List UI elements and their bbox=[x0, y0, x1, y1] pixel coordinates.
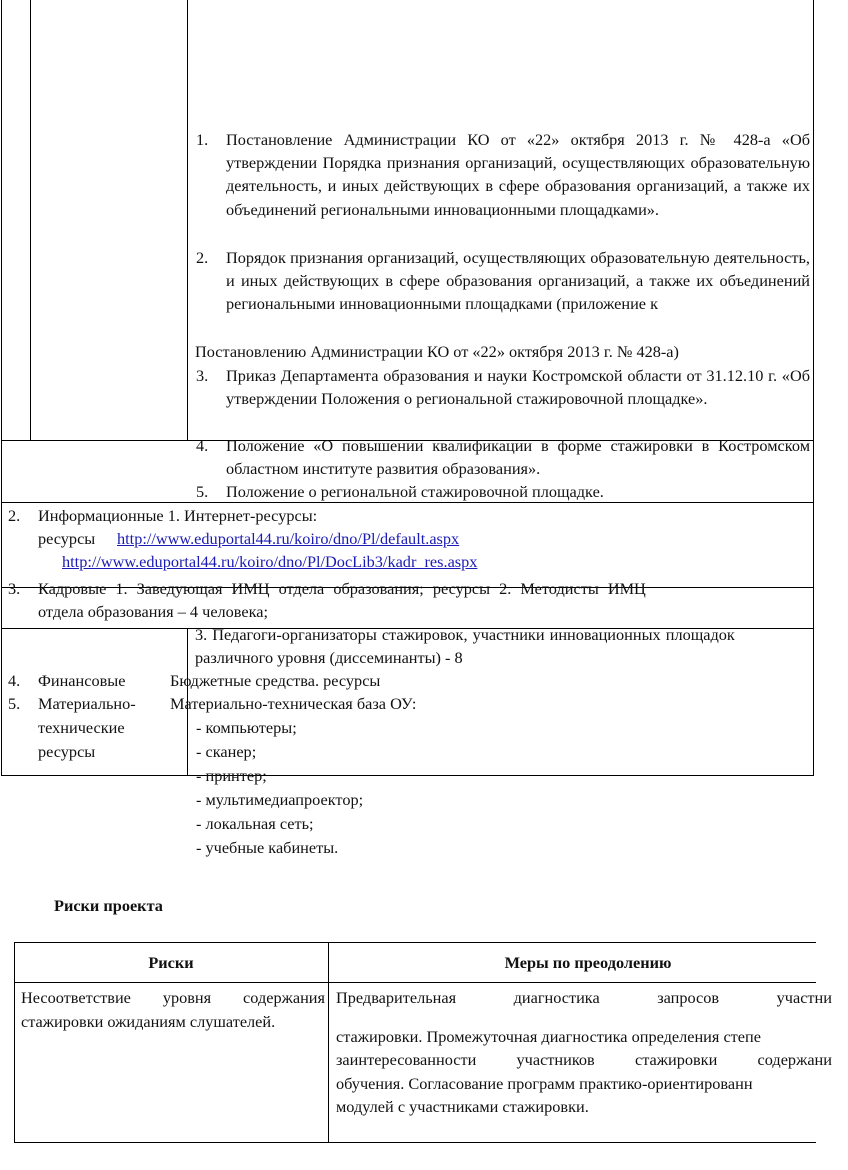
measure-word: участни bbox=[776, 988, 832, 1007]
staff-resources-line: различного уровня (диссеминанты) - 8 bbox=[195, 648, 463, 667]
material-item: - принтер; bbox=[196, 766, 267, 785]
row-number: 4. bbox=[8, 671, 21, 690]
risk-text-line: Несоответствие уровня содержания bbox=[21, 988, 325, 1007]
info-resources-label: ресурсы bbox=[38, 529, 96, 548]
list-item-number: 5. bbox=[196, 482, 209, 501]
risk-cell bbox=[21, 986, 325, 1033]
risk-text-line: стажировки ожиданиям слушателей. bbox=[21, 1011, 276, 1031]
material-label: Материально- bbox=[38, 694, 136, 713]
list-item: Приказ Департамента образования и науки Костромской области от 31.12.10 г. «Об утверждении Положения о региональной стажировочной площадке». bbox=[226, 366, 810, 409]
measure-word: запросов bbox=[657, 988, 720, 1007]
list-item: Порядок признания организаций, осуществляющих образовательную деятельность, и иных действующих в сфере образования организаций, а также их объединений региональными инновационными площадками (приложение к bbox=[226, 248, 810, 314]
table-header-divider bbox=[14, 982, 816, 983]
measure-text-line bbox=[336, 986, 832, 1010]
row-number: 3. bbox=[8, 579, 21, 598]
info-resources-line: Информационные 1. Интернет-ресурсы: bbox=[38, 506, 318, 525]
measure-word: Предварительная bbox=[336, 988, 457, 1007]
staff-resources-line: Кадровые 1. Заведующая ИМЦ отдела образования; ресурсы 2. Методисты ИМЦ bbox=[38, 579, 646, 598]
staff-resources-line: отдела образования – 4 человека; bbox=[38, 602, 269, 621]
financial-text: Бюджетные средства. ресурсы bbox=[170, 671, 381, 690]
table-border-left bbox=[1, 0, 2, 776]
table-border-right bbox=[813, 0, 814, 776]
list-item-number: 2. bbox=[196, 248, 209, 267]
material-heading: Материально-техническая база ОУ: bbox=[170, 694, 417, 713]
table-column-divider bbox=[187, 0, 188, 440]
table-border-top bbox=[14, 942, 816, 943]
measure-word: содержани bbox=[757, 1050, 832, 1069]
risks-section-title: Риски проекта bbox=[54, 896, 163, 915]
financial-label: Финансовые bbox=[38, 671, 126, 690]
measure-word: стажировки bbox=[634, 1050, 718, 1069]
measure-text-line: обучения. Согласование программ практико-ориентированн bbox=[336, 1073, 753, 1093]
measure-word: участников bbox=[516, 1050, 595, 1069]
measure-word: диагностика bbox=[513, 988, 600, 1007]
table-column-divider bbox=[30, 0, 31, 440]
list-item: Постановление Администрации КО от «22» октября 2013 г. № 428-а «Об утверждении Порядка признания организаций, осуществляющих образовательную деятельность, и иных действующих в сфере образования организаций, а также их объединений региональными инновационными площадками». bbox=[226, 130, 810, 219]
list-item-number: 4. bbox=[196, 436, 209, 455]
list-item: Положение о региональной стажировочной площадке. bbox=[226, 482, 604, 501]
staff-resources-line: 3. Педагоги-организаторы стажировок, участники инновационных площадок bbox=[195, 625, 735, 644]
measure-word: заинтересованности bbox=[336, 1050, 477, 1069]
material-label: ресурсы bbox=[38, 742, 96, 761]
measure-text-line bbox=[336, 1048, 832, 1072]
list-item: Положение «О повышении квалификации в форме стажировки в Костромском областном институте развития образования». bbox=[226, 436, 810, 479]
list-item-number: 1. bbox=[196, 130, 209, 149]
measure-cell bbox=[336, 986, 832, 1119]
table-border-bottom bbox=[14, 1142, 816, 1143]
list-item-continuation: Постановлению Администрации КО от «22» октября 2013 г. № 428-а) bbox=[195, 342, 679, 361]
measure-text-line: модулей с участниками стажировки. bbox=[336, 1097, 589, 1116]
material-item: - сканер; bbox=[196, 742, 257, 761]
row-number: 2. bbox=[8, 506, 21, 525]
material-item: - мультимедиапроектор; bbox=[196, 790, 364, 809]
measure-text-line: стажировки. Промежуточная диагностика определения степе bbox=[336, 1026, 761, 1046]
list-item-number: 3. bbox=[196, 366, 209, 385]
material-item: - локальная сеть; bbox=[196, 814, 314, 833]
material-item: - компьютеры; bbox=[196, 718, 297, 737]
eduportal-kadr-res-link[interactable]: http://www.eduportal44.ru/koiro/dno/Pl/DocLib3/kadr_res.aspx bbox=[62, 552, 478, 571]
measures-header: Меры по преодолению bbox=[504, 953, 672, 972]
table-border-bottom bbox=[1, 775, 813, 776]
risks-header: Риски bbox=[148, 953, 194, 972]
eduportal-default-link[interactable]: http://www.eduportal44.ru/koiro/dno/Pl/default.aspx bbox=[117, 529, 460, 548]
material-item: - учебные кабинеты. bbox=[196, 838, 339, 857]
material-label: технические bbox=[38, 718, 125, 737]
row-number: 5. bbox=[8, 694, 21, 713]
